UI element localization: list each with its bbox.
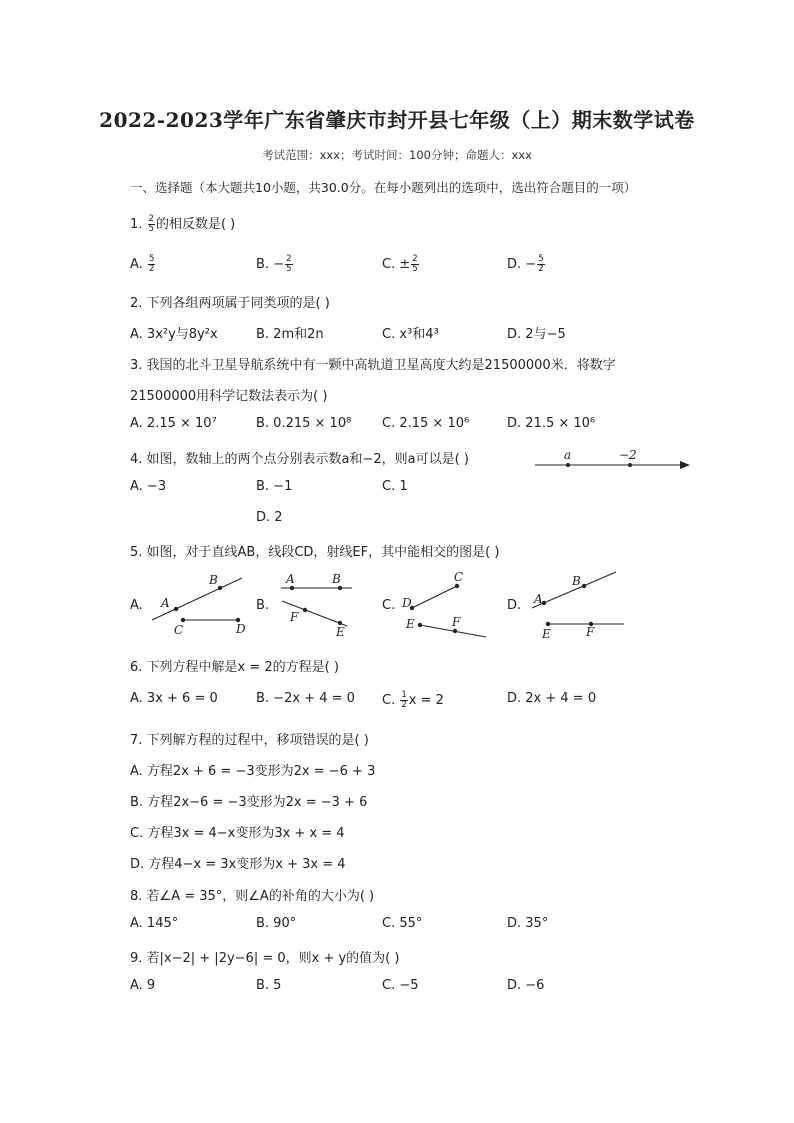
label-a: a [564,448,572,462]
option-c: C. 1 [382,479,408,494]
question-3-stem: 3. 我国的北斗卫星导航系统中有一颗中高轨道卫星高度大约是21500000米．将数字 [130,358,616,373]
option-a: A. 方程2x + 6 = −3变形为2x = −6 + 3 [130,764,376,779]
svg-text:E: E [406,617,415,631]
svg-text:A: A [534,592,543,606]
svg-text:E: E [336,625,345,639]
svg-text:E: E [542,627,551,640]
option-a: A. −3 [130,479,167,494]
question-2-stem: 2. 下列各组两项属于同类项的是( ) [130,296,330,311]
option-a: A. 145° [130,916,179,931]
option-d: D. 2 [256,510,283,525]
option-a: A. 3x²y与8y²x [130,327,218,342]
question-3-stem-cont: 21500000用科学记数法表示为( ) [130,389,328,404]
option-b: B. 5 [256,978,282,993]
fraction: $\frac{2}{5}$ [148,214,154,234]
option-a: A. 2.15 × 10⁷ [130,416,217,431]
question-6-stem: 6. 下列方程中解是x = 2的方程是( ) [130,660,339,675]
question-5-stem: 5. 如图，对于直线AB，线段CD，射线EF，其中能相交的图是( ) [130,545,500,560]
svg-text:A: A [161,596,170,610]
option-b: B. 0.215 × 10⁸ [256,416,352,431]
point-a [566,463,570,467]
section-heading: 一、选择题（本大题共10小题，共30.0分。在每小题列出的选项中，选出符合题目的一项） [130,180,637,195]
option-d: D. −6 [507,978,545,993]
question-1-stem: 1. $\frac{2}{5}$ 的相反数是( ) [130,214,236,234]
svg-text:F: F [586,625,595,639]
svg-text:D: D [236,622,246,636]
svg-text:F: F [452,615,461,629]
exam-info: 考试范围：xxx；考试时间：100分钟；命题人：xxx [262,148,532,162]
option-a: A. 3x + 6 = 0 [130,691,218,706]
option-a: A. 9 [130,978,156,993]
option-a: A. $\frac{5}{2}$ [130,254,155,274]
option-c: C. x³和4³ [382,327,439,342]
option-c: C. ± $\frac{2}{5}$ [382,254,418,274]
option-d: D. 2x + 4 = 0 [507,691,597,706]
option-b: B. − $\frac{2}{5}$ [256,254,292,274]
svg-text:B: B [209,573,218,587]
label-minus-2: −2 [619,448,637,462]
option-b: B. 90° [256,916,297,931]
page-title: 2022-2023学年广东省肇庆市封开县七年级（上）期末数学试卷 [99,108,695,132]
question-4-stem: 4. 如图，数轴上的两个点分别表示数a和−2，则a可以是( ) [130,452,469,467]
option-c: C. 55° [382,916,423,931]
option-d: D. 21.5 × 10⁶ [507,416,596,431]
option-b: B. −2x + 4 = 0 [256,691,355,706]
option-b: B. 2m和2n [256,327,324,342]
point-minus-2 [628,463,632,467]
option-a: A. [130,598,143,613]
option-c: C. 2.15 × 10⁶ [382,416,470,431]
option-b: B. 方程2x−6 = −3变形为2x = −3 + 6 [130,795,368,810]
figure-b [272,568,372,640]
arrow-head-icon [680,461,690,469]
option-d: D. 35° [507,916,549,931]
option-c: C. −5 [382,978,419,993]
figure-d [528,568,628,640]
question-7-stem: 7. 下列解方程的过程中，移项错误的是( ) [130,733,369,748]
question-9-stem: 9. 若|x−2| + |2y−6| = 0，则x + y的值为( ) [130,951,400,966]
svg-text:B: B [572,574,581,588]
figure-a [148,568,248,640]
number-line-figure [530,446,695,472]
svg-text:C: C [174,623,184,637]
figure-c [400,566,495,642]
question-8-stem: 8. 若∠A = 35°，则∠A的补角的大小为( ) [130,889,375,904]
option-d: D. − $\frac{5}{2}$ [507,254,544,274]
option-c: C. $\frac{1}{2}$ x = 2 [382,690,444,710]
option-c: C. 方程3x = 4−x变形为3x + x = 4 [130,826,345,841]
svg-text:B: B [332,572,341,586]
option-d: D. 2与−5 [507,327,566,342]
option-d: D. [507,598,522,613]
svg-text:F: F [290,610,299,624]
svg-text:D: D [402,596,412,610]
option-d: D. 方程4−x = 3x变形为x + 3x = 4 [130,857,346,872]
option-b: B. −1 [256,479,293,494]
svg-text:A: A [286,572,295,586]
svg-text:C: C [454,570,464,584]
option-c: C. [382,598,396,613]
option-b: B. [256,598,270,613]
